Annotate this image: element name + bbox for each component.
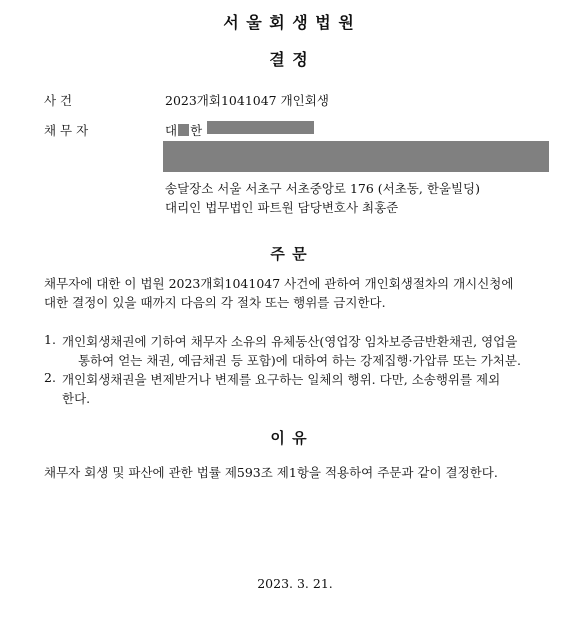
order-item-2-line-2: 한다. [62, 391, 91, 406]
case-number: 2023개회1041047 개인회생 [165, 93, 329, 108]
debtor-name [165, 121, 202, 139]
reason-text: 채무자 회생 및 파산에 관한 법률 제593조 제1항을 적용하여 주문과 같이 결정한다. [44, 465, 498, 480]
debtor-name-suffix: 한 [190, 123, 203, 138]
court-title: 서 울 회 생 법 원 [223, 13, 355, 32]
order-title: 주 문 [270, 245, 308, 263]
order-intro-line-1: 채무자에 대한 이 법원 2023개회1041047 사건에 관하여 개인회생절차의 개시신청에 [44, 276, 514, 291]
case-label: 사 건 [44, 93, 73, 108]
debtor-name-prefix: 대 [165, 123, 178, 138]
decision-title: 결 정 [269, 50, 309, 69]
order-intro-line-2: 대한 결정이 있을 때까지 다음의 각 절차 또는 행위를 금지한다. [44, 295, 386, 310]
decision-date: 2023. 3. 21. [257, 576, 333, 591]
legal-representative: 대리인 법무법인 파트원 담당변호사 최홍준 [165, 200, 399, 215]
order-item-2-number: 2. [44, 370, 56, 385]
service-address: 송달장소 서울 서초구 서초중앙로 176 (서초동, 한울빌딩) [165, 181, 481, 196]
redaction-debtor-id [207, 121, 314, 134]
reason-title: 이 유 [270, 429, 308, 447]
redaction-debtor-address [163, 141, 549, 172]
redaction-small [178, 124, 189, 136]
order-item-1-number: 1. [44, 332, 56, 347]
debtor-label: 채 무 자 [44, 123, 89, 138]
order-item-1-line-2: 통하여 얻는 채권, 예금채권 등 포함)에 대하여 하는 강제집행·가압류 또는 가처분. [78, 353, 521, 368]
order-item-2-line-1: 개인회생채권을 변제받거나 변제를 요구하는 일체의 행위. 다만, 소송행위를 제외 [62, 372, 501, 387]
order-item-1-line-1: 개인회생채권에 기하여 채무자 소유의 유체동산(영업장 임차보증금반환채권, 영업을 [62, 334, 518, 349]
